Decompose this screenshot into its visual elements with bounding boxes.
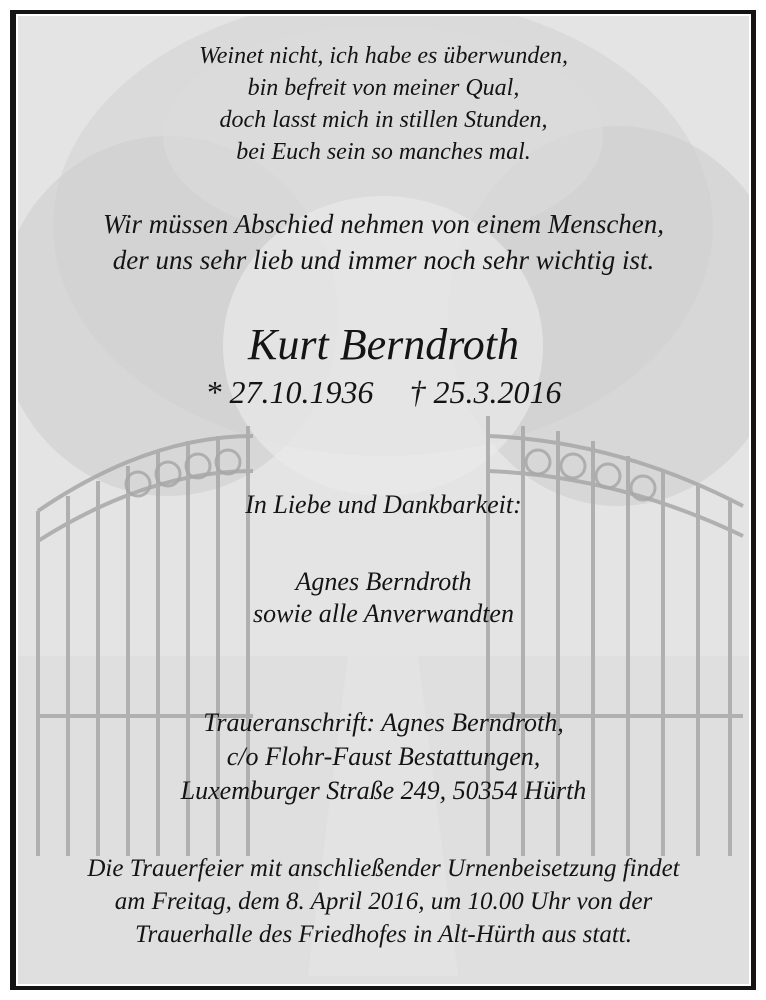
poem	[18, 40, 749, 168]
notice-panel	[16, 14, 751, 986]
intro-line: der uns sehr lieb und immer noch sehr wichtig ist.	[112, 245, 655, 275]
address-line: Luxemburger Straße 249, 50354 Hürth	[180, 776, 587, 805]
farewell-intro	[18, 206, 749, 278]
family-line: Agnes Berndroth	[295, 567, 472, 596]
life-dates	[18, 372, 749, 412]
thanks-line: In Liebe und Dankbarkeit:	[245, 490, 522, 519]
death-date: † 25.3.2016	[409, 374, 562, 410]
birth-date: * 27.10.1936	[205, 374, 374, 410]
poem-line: doch lasst mich in stillen Stunden,	[219, 107, 548, 133]
notice-text	[18, 16, 749, 984]
mourning-address	[18, 706, 749, 808]
service-line: Trauerhalle des Friedhofes in Alt-Hürth aus statt.	[134, 921, 632, 948]
poem-line: Weinet nicht, ich habe es überwunden,	[198, 43, 569, 69]
poem-line: bin befreit von meiner Qual,	[247, 75, 520, 101]
intro-line: Wir müssen Abschied nehmen von einem Menschen,	[102, 209, 665, 239]
address-line: c/o Flohr-Faust Bestattungen,	[226, 742, 541, 771]
deceased-name: Kurt Berndroth	[248, 320, 519, 369]
poem-line: bei Euch sein so manches mal.	[236, 139, 531, 165]
family-signature	[18, 566, 749, 630]
service-line: Die Trauerfeier mit anschließender Urnenbeisetzung findet	[87, 855, 680, 882]
address-line: Traueranschrift: Agnes Berndroth,	[203, 708, 564, 737]
service-line: am Freitag, dem 8. April 2016, um 10.00 Uhr von der	[114, 888, 653, 915]
funeral-service-info	[18, 852, 749, 951]
family-line: sowie alle Anverwandten	[253, 599, 514, 628]
